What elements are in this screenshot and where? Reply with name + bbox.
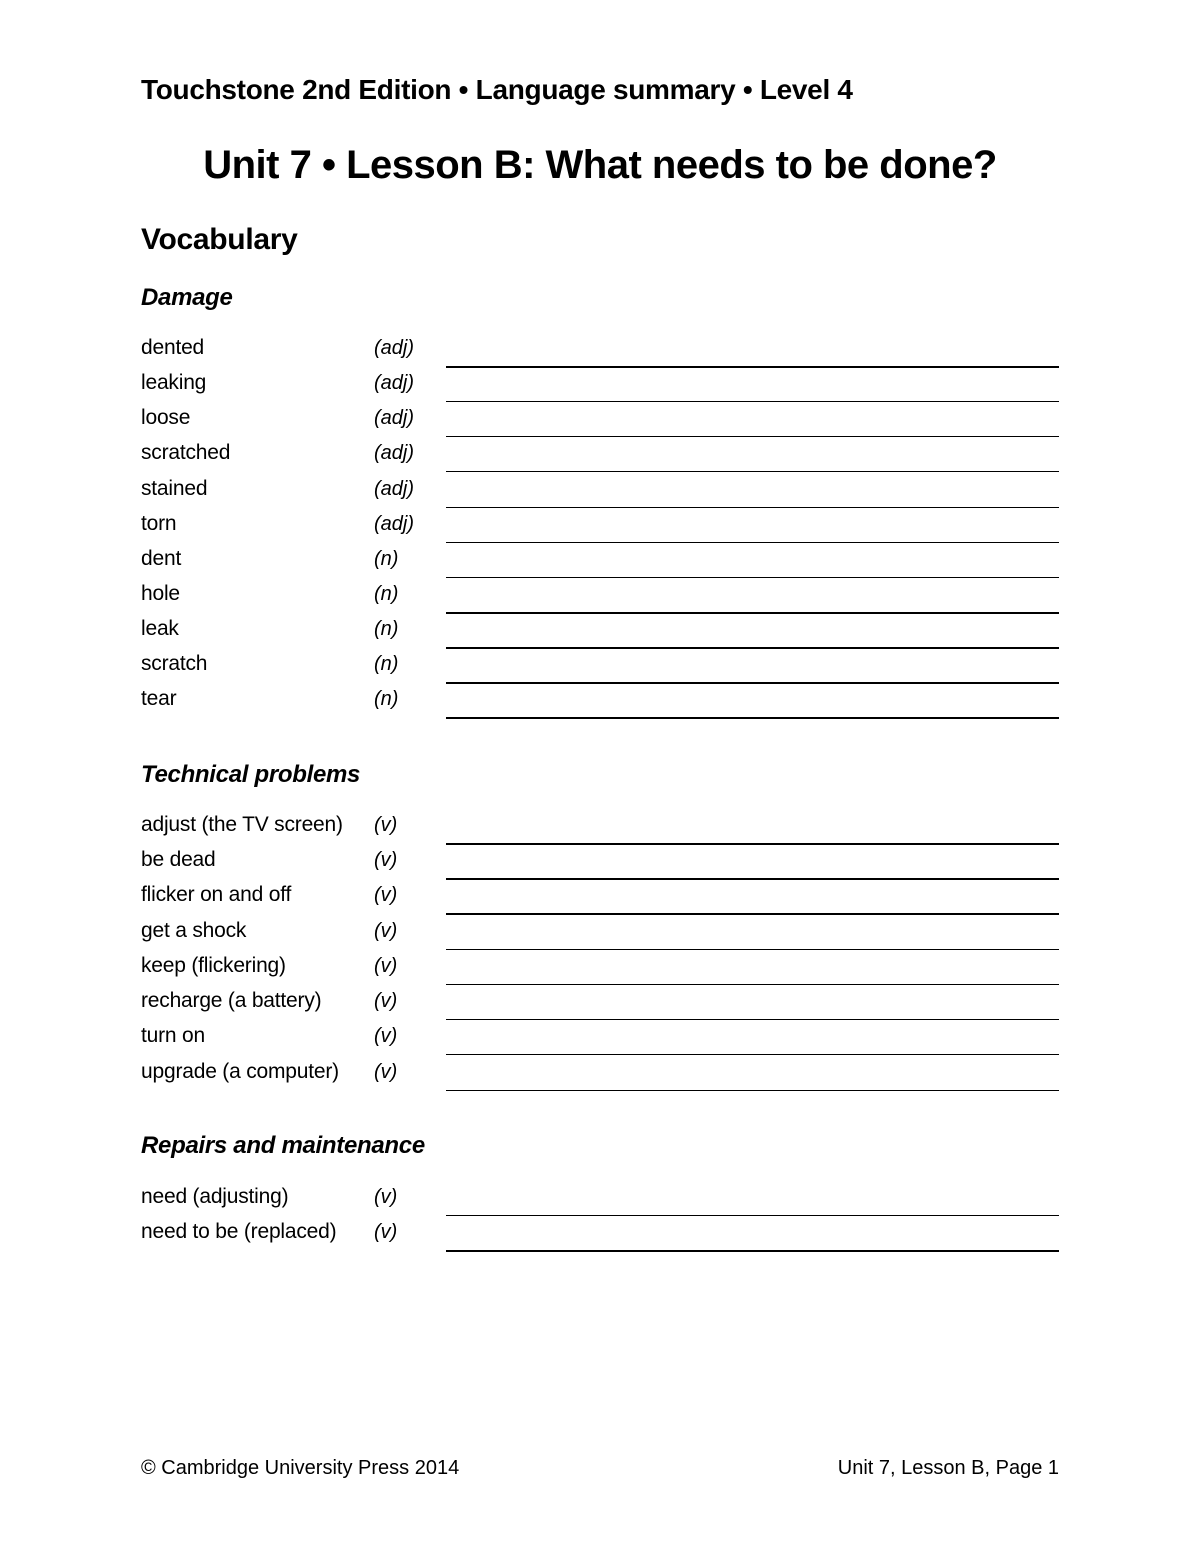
- part-of-speech: (adj): [374, 513, 415, 535]
- part-of-speech: (v): [374, 1025, 398, 1047]
- part-of-speech: (adj): [374, 337, 415, 359]
- vocab-row: [0, 1219, 1200, 1254]
- vocab-row: [0, 546, 1200, 581]
- vocab-word: be dead: [141, 848, 216, 871]
- vocab-row: [0, 616, 1200, 651]
- part-of-speech: (v): [374, 1186, 398, 1208]
- vocab-row: [0, 686, 1200, 721]
- answer-line[interactable]: [446, 1019, 1059, 1020]
- page-title: Unit 7 • Lesson B: What needs to be done?: [203, 143, 997, 187]
- part-of-speech: (adj): [374, 478, 415, 500]
- vocabulary-heading: Vocabulary: [141, 223, 298, 256]
- part-of-speech: (n): [374, 548, 399, 570]
- answer-line[interactable]: [446, 949, 1059, 950]
- vocab-word: hole: [141, 582, 180, 605]
- part-of-speech: (v): [374, 1221, 398, 1243]
- document-header: Touchstone 2nd Edition • Language summary • Level 4: [141, 74, 853, 105]
- part-of-speech: (v): [374, 814, 398, 836]
- answer-line[interactable]: [446, 1250, 1059, 1252]
- answer-line[interactable]: [446, 612, 1059, 614]
- answer-line[interactable]: [446, 366, 1059, 368]
- vocab-row: [0, 405, 1200, 440]
- vocab-word: scratched: [141, 441, 231, 464]
- vocab-row: [0, 953, 1200, 988]
- vocab-word: adjust (the TV screen): [141, 813, 343, 836]
- part-of-speech: (v): [374, 849, 398, 871]
- vocab-row: [0, 882, 1200, 917]
- vocab-row: [0, 511, 1200, 546]
- vocab-word: leaking: [141, 371, 207, 394]
- answer-line[interactable]: [446, 436, 1059, 437]
- vocab-word: tear: [141, 687, 177, 710]
- vocab-word: dent: [141, 547, 182, 570]
- vocab-row: [0, 581, 1200, 616]
- vocab-word: dented: [141, 336, 205, 359]
- answer-line[interactable]: [446, 471, 1059, 472]
- vocab-row: [0, 370, 1200, 405]
- answer-line[interactable]: [446, 843, 1059, 845]
- vocab-word: need (adjusting): [141, 1185, 289, 1208]
- vocab-row: [0, 651, 1200, 686]
- part-of-speech: (adj): [374, 407, 415, 429]
- vocab-word: scratch: [141, 652, 208, 675]
- answer-line[interactable]: [446, 401, 1059, 402]
- part-of-speech: (n): [374, 618, 399, 640]
- vocab-word: stained: [141, 477, 208, 500]
- vocab-word: need to be (replaced): [141, 1220, 337, 1243]
- vocab-word: torn: [141, 512, 177, 535]
- vocab-word: leak: [141, 617, 179, 640]
- vocab-word: flicker on and off: [141, 883, 292, 906]
- section-heading-damage: Damage: [141, 284, 233, 311]
- part-of-speech: (n): [374, 583, 399, 605]
- answer-line[interactable]: [446, 878, 1059, 880]
- vocab-row: [0, 847, 1200, 882]
- answer-line[interactable]: [446, 507, 1059, 508]
- part-of-speech: (adj): [374, 442, 415, 464]
- vocab-word: upgrade (a computer): [141, 1060, 339, 1083]
- vocab-word: keep (flickering): [141, 954, 286, 977]
- answer-line[interactable]: [446, 647, 1059, 649]
- part-of-speech: (adj): [374, 372, 415, 394]
- vocab-word: get a shock: [141, 919, 247, 942]
- vocab-row: [0, 1184, 1200, 1219]
- answer-line[interactable]: [446, 1090, 1059, 1091]
- answer-line[interactable]: [446, 542, 1059, 543]
- part-of-speech: (v): [374, 920, 398, 942]
- part-of-speech: (v): [374, 955, 398, 977]
- answer-line[interactable]: [446, 984, 1059, 985]
- copyright-footer: © Cambridge University Press 2014: [141, 1457, 460, 1479]
- answer-line[interactable]: [446, 577, 1059, 578]
- part-of-speech: (n): [374, 653, 399, 675]
- answer-line[interactable]: [446, 1215, 1059, 1216]
- part-of-speech: (n): [374, 688, 399, 710]
- vocab-row: [0, 476, 1200, 511]
- answer-line[interactable]: [446, 682, 1059, 684]
- vocab-row: [0, 812, 1200, 847]
- vocab-word: turn on: [141, 1024, 205, 1047]
- answer-line[interactable]: [446, 1054, 1059, 1055]
- section-heading-repairs-and-maintenance: Repairs and maintenance: [141, 1132, 425, 1159]
- vocab-row: [0, 1023, 1200, 1058]
- section-heading-technical-problems: Technical problems: [141, 761, 361, 788]
- answer-line[interactable]: [446, 717, 1059, 719]
- vocab-word: recharge (a battery): [141, 989, 322, 1012]
- vocab-word: loose: [141, 406, 191, 429]
- vocab-row: [0, 335, 1200, 370]
- part-of-speech: (v): [374, 990, 398, 1012]
- vocab-row: [0, 918, 1200, 953]
- page-number-footer: Unit 7, Lesson B, Page 1: [837, 1457, 1059, 1479]
- vocab-row: [0, 988, 1200, 1023]
- vocab-row: [0, 1059, 1200, 1094]
- vocab-row: [0, 440, 1200, 475]
- part-of-speech: (v): [374, 1061, 398, 1083]
- part-of-speech: (v): [374, 884, 398, 906]
- answer-line[interactable]: [446, 913, 1059, 915]
